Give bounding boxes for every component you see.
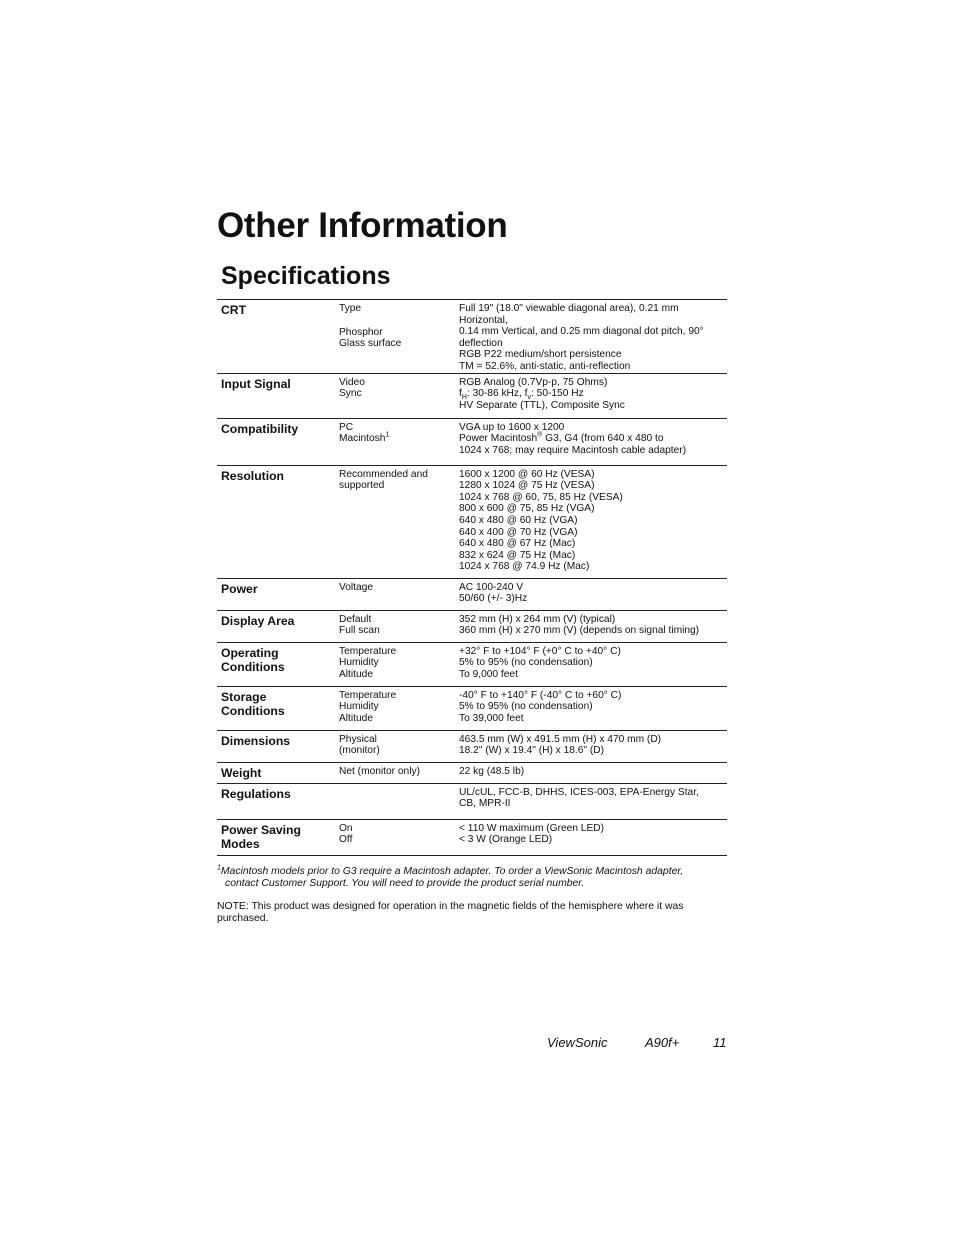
spec-value: -40° F to +140° F (-40° C to +60° C) 5% to 95% (no condensation) To 39,000 feet	[459, 689, 622, 724]
spec-row-power-saving-modes	[217, 819, 727, 855]
spec-value: +32° F to +104° F (+0° C to +40° C) 5% to 95% (no condensation) To 9,000 feet	[459, 645, 621, 680]
spec-category: Regulations	[221, 786, 291, 801]
spec-subcategory	[339, 783, 459, 819]
spec-sub-pc: PC	[339, 421, 354, 433]
spec-row-regulations	[217, 783, 727, 819]
spec-value	[459, 418, 727, 465]
spec-subcategory: Default Full scan	[339, 613, 380, 637]
spec-subcategory: Video Sync	[339, 376, 365, 400]
spec-category: Dimensions	[221, 733, 291, 748]
spec-val-sync-type: HV Separate (TTL), Composite Sync	[459, 399, 625, 411]
spec-value: 22 kg (48.5 lb)	[459, 765, 525, 777]
spec-val-mac-adapter: 1024 x 768; may require Macintosh cable adapter)	[459, 444, 687, 456]
spec-row-storage-conditions	[217, 686, 727, 730]
spec-category: Power Saving Modes	[221, 822, 301, 851]
spec-category: Display Area	[221, 613, 295, 628]
spec-value: 352 mm (H) x 264 mm (V) (typical) 360 mm (H) x 270 mm (V) (depends on signal timing)	[459, 613, 700, 637]
spec-row-dimensions	[217, 730, 727, 762]
spec-category: Operating Conditions	[221, 645, 285, 674]
spec-subcategory	[339, 300, 459, 374]
freq-h-range: : 30-86 kHz, f	[466, 388, 528, 400]
spec-category: Input Signal	[221, 376, 291, 391]
spec-val-pc: VGA up to 1600 x 1200	[459, 421, 565, 433]
footnote	[217, 866, 737, 890]
spec-subcategory: Voltage	[339, 581, 373, 593]
spec-subcategory	[339, 418, 459, 465]
page-title: Other Information	[217, 206, 508, 245]
freq-v-range: : 50-150 Hz	[531, 388, 584, 400]
spec-row-weight	[217, 762, 727, 783]
spec-sub-type: Type	[339, 303, 362, 314]
spec-value	[459, 373, 727, 418]
spec-row-compatibility	[217, 418, 727, 465]
freq-label: f	[459, 388, 462, 400]
spec-row-power	[217, 578, 727, 610]
footnote-line-1: Macintosh models prior to G3 require a Macintosh adapter. To order a ViewSonic Macintosh adapter,	[220, 866, 684, 877]
spec-value: 463.5 mm (W) x 491.5 mm (H) x 470 mm (D) 18.2" (W) x 19.4" (H) x 18.6" (D)	[459, 733, 662, 757]
spec-value: 1600 x 1200 @ 60 Hz (VESA) 1280 x 1024 @ 75 Hz (VESA) 1024 x 768 @ 60, 75, 85 Hz (VESA) 800 x 600 @ 75, 85 Hz (VGA) 640 x 480 @ 60 Hz (VGA) 640 x 400 @ 70 Hz (VGA) 640 x 480 @ 67 Hz (Mac) 832 x 624 @ 75 Hz (Mac) 1024 x 768 @ 74.9 Hz (Mac)	[459, 468, 623, 573]
spec-value	[459, 300, 727, 374]
spec-val-video: RGB Analog (0.7Vp-p, 75 Ohms)	[459, 376, 608, 388]
spec-row-resolution	[217, 465, 727, 578]
spec-subcategory: Temperature Humidity Altitude	[339, 689, 397, 724]
spec-category: Power	[221, 581, 258, 596]
footnote-mark: 1	[217, 864, 221, 872]
footer-model: A90f+	[645, 1035, 680, 1050]
spec-row-input-signal	[217, 373, 727, 418]
section-title: Specifications	[221, 262, 391, 290]
registered-mark: ®	[537, 431, 543, 439]
spec-row-display-area	[217, 610, 727, 642]
spec-val-sync	[459, 388, 584, 402]
spec-sub-mac: Macintosh	[339, 433, 386, 445]
spec-category: CRT	[221, 303, 247, 317]
freq-sub-v: v	[527, 394, 531, 402]
freq-sub-h: H	[461, 394, 467, 402]
spec-subcategory: Physical (monitor)	[339, 733, 380, 757]
spec-row-operating-conditions	[217, 642, 727, 686]
spec-sub-phosphor: Phosphor Glass surface	[339, 326, 402, 350]
spec-subcategory: Recommended and supported	[339, 468, 428, 492]
spec-value: < 110 W maximum (Green LED) < 3 W (Orange LED)	[459, 822, 605, 846]
spec-category: Resolution	[221, 468, 284, 483]
spec-row-crt	[217, 300, 727, 374]
footer-page-number: 11	[713, 1035, 727, 1050]
footnote-mark: 1	[385, 431, 390, 439]
spec-val-mac: Power Macintosh	[459, 433, 538, 445]
specifications-table	[217, 299, 727, 856]
spec-val-type: Full 19" (18.0" viewable diagonal area), 0.21 mm Horizontal, 0.14 mm Vertical, and 0.25 mm diagonal dot pitch, 90° deflection	[459, 303, 704, 349]
footer-brand: ViewSonic	[547, 1035, 608, 1050]
spec-value: UL/cUL, FCC-B, DHHS, ICES-003, EPA-Energy Star, CB, MPR-II	[459, 786, 699, 810]
footnote-line-2: contact Customer Support. You will need to provide the product serial number.	[225, 878, 585, 889]
note: NOTE: This product was designed for operation in the magnetic fields of the hemisphere where it was purchased.	[217, 901, 684, 924]
spec-value: AC 100-240 V 50/60 (+/- 3)Hz	[459, 581, 528, 605]
spec-val-mac-models: G3, G4 (from 640 x 480 to	[542, 433, 664, 445]
spec-val-phosphor: RGB P22 medium/short persistence TM = 52.6%, anti-static, anti-reflection	[459, 349, 631, 372]
spec-subcategory: On Off	[339, 822, 353, 846]
spec-subcategory: Net (monitor only)	[339, 765, 420, 777]
spec-category: Compatibility	[221, 421, 299, 436]
spec-category: Weight	[221, 765, 262, 780]
spec-category: Storage Conditions	[221, 689, 285, 718]
spec-subcategory: Temperature Humidity Altitude	[339, 645, 397, 680]
